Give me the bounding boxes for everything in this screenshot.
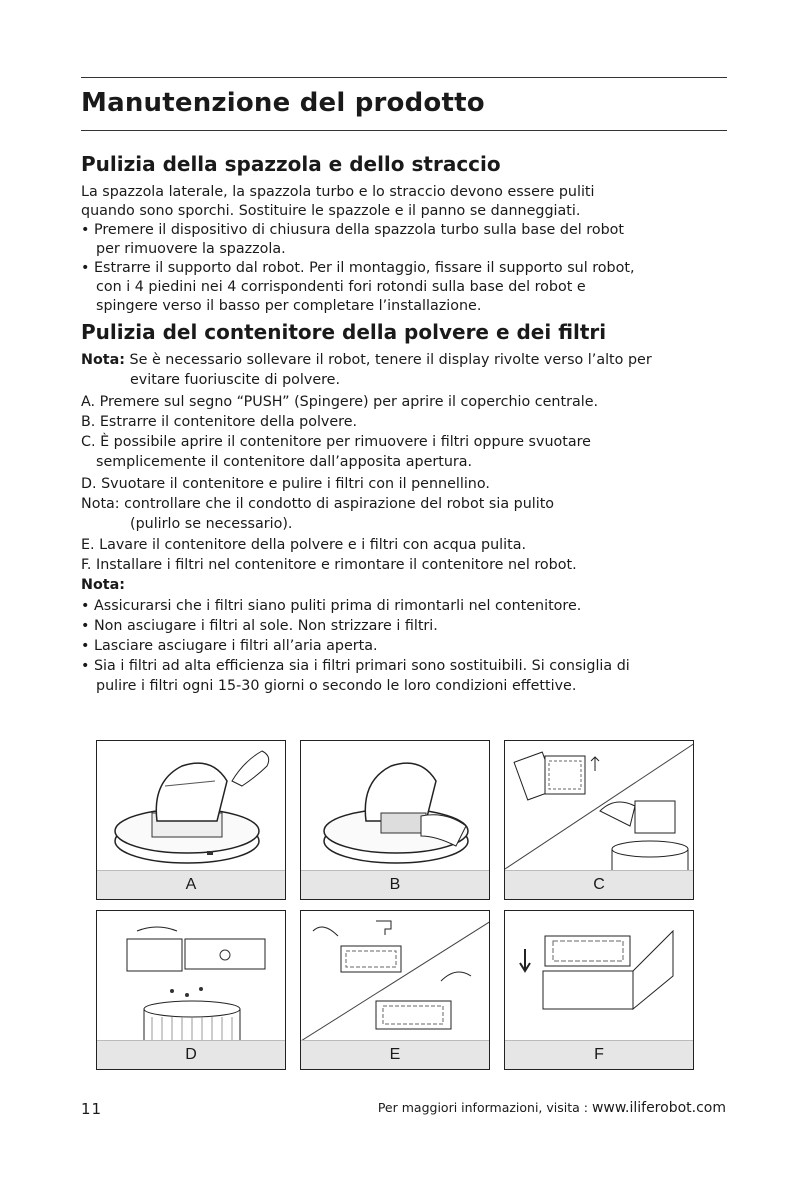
section1-line: con i 4 piedini nei 4 corrispondenti fori rotondi sulla base del robot e [96,279,586,295]
robot-open-lid-illustration [97,741,286,873]
nota2-label [81,575,125,595]
bullet-line: • Non asciugare i filtri al sole. Non strizzare i filtri. [81,618,438,634]
section1-line: • Estrarre il supporto dal robot. Per il montaggio, fissare il supporto sul robot, [81,260,635,276]
step-line: A. Premere sul segno “PUSH” (Spingere) per aprire il coperchio centrale. [81,394,599,410]
figure-f [504,910,694,1070]
figure-b [300,740,490,900]
figure-d [96,910,286,1070]
nota-continuation: evitare fuoriuscite di polvere. [130,372,341,388]
section1-line: per rimuovere la spazzola. [96,241,286,257]
bullet-line: • Sia i filtri ad alta efficienza sia i filtri primari sono sostituibili. Si consiglia di [81,658,630,674]
step-line: semplicemente il contenitore dall’apposita apertura. [96,454,473,470]
install-filters-illustration [505,911,694,1043]
figure-b-caption: B [301,870,489,899]
figure-a-caption: A [97,870,285,899]
figure-e [300,910,490,1070]
section1-line: • Premere il dispositivo di chiusura della spazzola turbo sulla base del robot [81,222,624,238]
figure-a [96,740,286,900]
figure-f-caption: F [505,1040,693,1069]
nota2-label-text: Nota: [81,577,125,593]
page-title: Manutenzione del prodotto [81,88,485,118]
top-rule [81,77,727,78]
wash-filters-illustration [301,911,490,1043]
section1-line: quando sono sporchi. Sostituire le spazzole e il panno se danneggiati. [81,203,581,219]
section1-line: La spazzola laterale, la spazzola turbo e lo straccio devono essere puliti [81,184,595,200]
figure-d-caption: D [97,1040,285,1069]
bullet-line: pulire i filtri ogni 15-30 giorni o secondo le loro condizioni effettive. [96,678,577,694]
footer-info-text: Per maggiori informazioni, visita : [377,1100,592,1115]
empty-container-illustration [97,911,286,1043]
section2-heading: Pulizia del contenitore della polvere e dei filtri [81,320,607,344]
nota-label: Nota: [81,352,125,368]
bullet-line: • Assicurarsi che i filtri siano puliti prima di rimontarli nel contenitore. [81,598,582,614]
footer-url[interactable]: www.iliferobot.com [591,1100,726,1116]
step-line: Nota: controllare che il condotto di aspirazione del robot sia pulito [81,496,555,512]
figure-e-caption: E [301,1040,489,1069]
step-line: F. Installare i filtri nel contenitore e rimontare il contenitore nel robot. [81,557,577,573]
section1-heading: Pulizia della spazzola e dello straccio [81,152,501,176]
bullet-line: • Lasciare asciugare i filtri all’aria aperta. [81,638,378,654]
open-container-illustration [505,741,694,873]
step-line: D. Svuotare il contenitore e pulire i filtri con il pennellino. [81,476,490,492]
step-line: (pulirlo se necessario). [130,516,293,532]
remove-dust-bin-illustration [301,741,490,873]
footer-info [378,1100,726,1116]
figure-c-caption: C [505,870,693,899]
section1-line: spingere verso il basso per completare l’installazione. [96,298,482,314]
nota-text: Se è necessario sollevare il robot, tenere il display rivolte verso l’alto per [125,352,652,368]
page-number: 11 [81,1100,103,1118]
step-line: B. Estrarre il contenitore della polvere. [81,414,358,430]
step-line: E. Lavare il contenitore della polvere e i filtri con acqua pulita. [81,537,527,553]
nota-line [81,350,652,370]
step-line: C. È possibile aprire il contenitore per rimuovere i filtri oppure svuotare [81,434,591,450]
figure-c [504,740,694,900]
title-rule [81,130,727,131]
